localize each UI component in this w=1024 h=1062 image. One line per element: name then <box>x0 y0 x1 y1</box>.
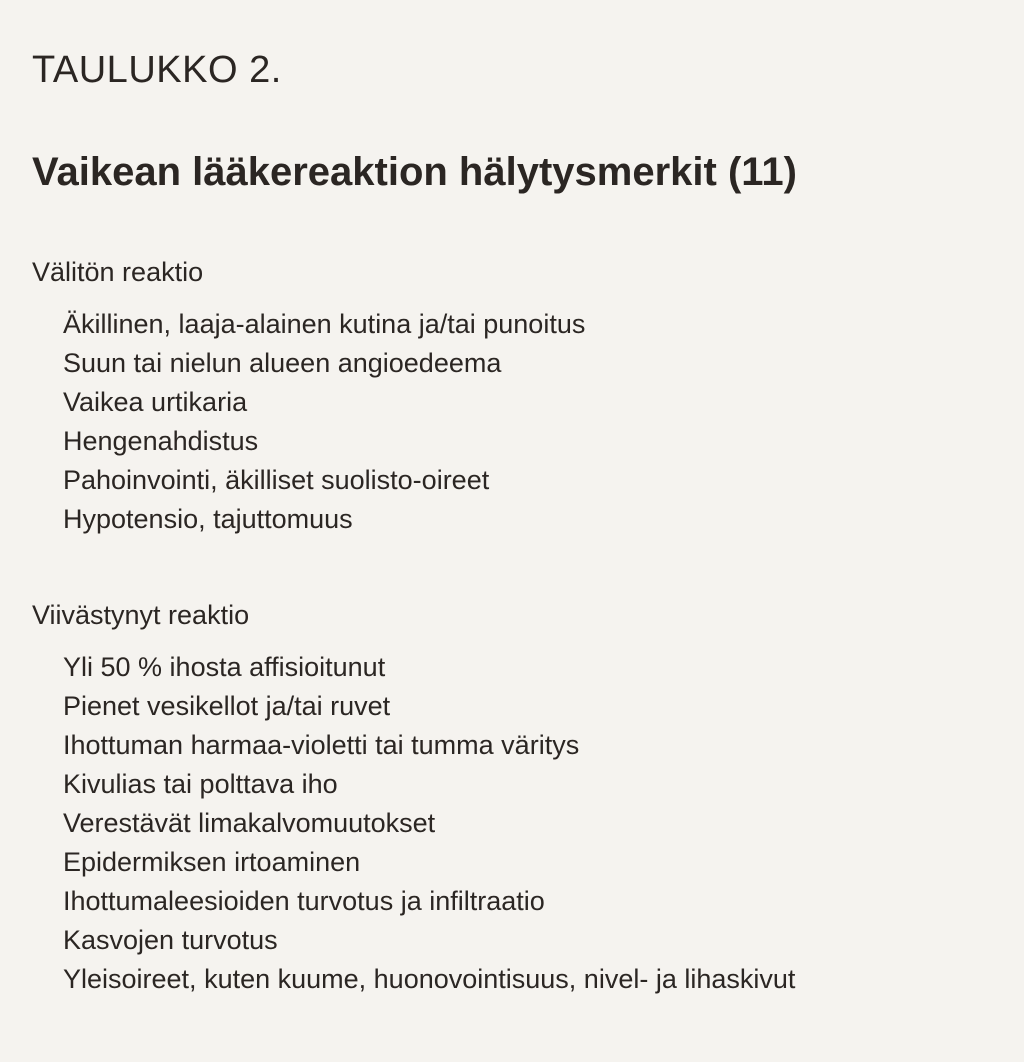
list-item: Suun tai nielun alueen angioedeema <box>63 348 502 378</box>
list-item: Hengenahdistus <box>63 426 259 456</box>
section-heading: Viivästynyt reaktio <box>32 600 250 630</box>
section-heading: Välitön reaktio <box>32 257 204 287</box>
list-item: Hypotensio, tajuttomuus <box>63 504 353 534</box>
list-item: Yleisoireet, kuten kuume, huonovointisuus, nivel- ja lihaskivut <box>63 964 796 994</box>
symptom-list <box>32 305 992 539</box>
table-label: TAULUKKO 2. <box>32 49 282 91</box>
list-item: Ihottuman harmaa-violetti tai tumma väritys <box>63 730 580 760</box>
list-item: Kasvojen turvotus <box>63 925 278 955</box>
list-item: Kivulias tai polttava iho <box>63 769 338 799</box>
list-item: Äkillinen, laaja-alainen kutina ja/tai punoitus <box>63 309 586 339</box>
section-delayed-reaction <box>32 595 992 999</box>
list-item: Pahoinvointi, äkilliset suolisto-oireet <box>63 465 490 495</box>
list-item: Ihottumaleesioiden turvotus ja infiltraatio <box>63 886 545 916</box>
list-item: Vaikea urtikaria <box>63 387 248 417</box>
symptom-list <box>32 648 992 999</box>
section-immediate-reaction <box>32 252 992 539</box>
list-item: Epidermiksen irtoaminen <box>63 847 361 877</box>
list-item: Yli 50 % ihosta affisioitunut <box>63 652 386 682</box>
list-item: Verestävät limakalvomuutokset <box>63 808 436 838</box>
table-title: Vaikean lääkereaktion hälytysmerkit (11) <box>32 150 797 194</box>
list-item: Pienet vesikellot ja/tai ruvet <box>63 691 391 721</box>
